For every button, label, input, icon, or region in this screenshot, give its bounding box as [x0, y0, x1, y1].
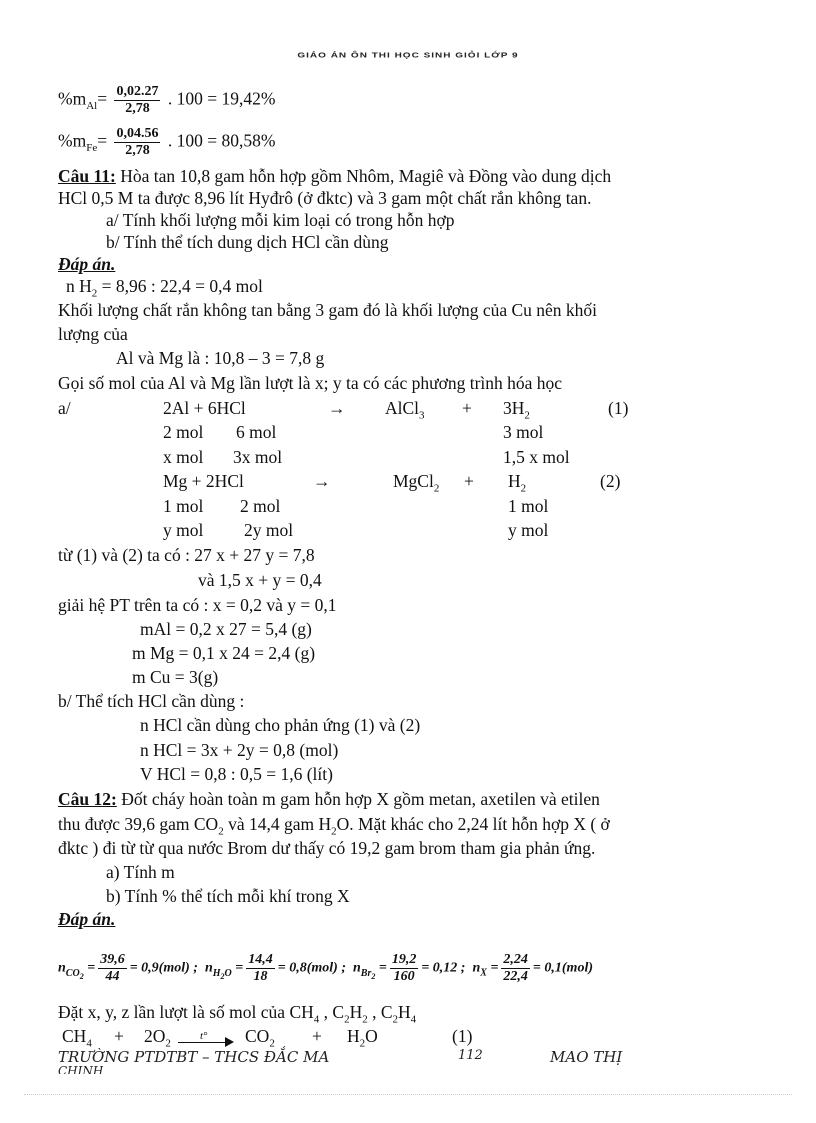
formula-percent-al: $\%m_{Al}=$ $\frac{0,02.27}{2,78}$ . 100 = 19,42% — [58, 84, 276, 116]
question-11-part-b: b/ Tính thể tích dung dịch HCl cần dùng — [106, 232, 389, 252]
footer-school: TRƯỜNG PTDTBT – THCS ĐẮC MA — [58, 1048, 330, 1066]
define-variables: Đặt x, y, z lần lượt là số mol của $CH_4$ , $C_2H_2$ , $C_2H_4$ — [58, 1002, 417, 1026]
page-header: GIÁO ÁN ÔN THI HỌC SINH GIỎI LỚP 9 — [297, 51, 519, 60]
mass-mg: m Mg = 0,1 x 24 = 2,4 (g) — [132, 643, 316, 663]
sol11-line-4: Al và Mg là : 10,8 – 3 = 7,8 g — [116, 348, 325, 368]
answer-label: Đáp án. — [58, 254, 116, 274]
page-footer — [58, 1048, 758, 1078]
answer-label-2: Đáp án. — [58, 909, 116, 929]
question-12-part-b: b) Tính % thể tích mỗi khí trong X — [106, 886, 350, 906]
page-divider — [24, 1094, 792, 1095]
question-12-line-3: đktc ) đi từ từ qua nước Brom dư thấy có 19,2 gam brom tham gia phản ứng. — [58, 838, 596, 858]
mass-cu: m Cu = 3(g) — [132, 667, 219, 687]
question-12-part-a: a) Tính m — [106, 862, 175, 882]
part-b-line-3: V HCl = 0,8 : 0,5 = 1,6 (lít) — [140, 764, 333, 784]
part-b-line-2: n HCl = 3x + 2y = 0,8 (mol) — [140, 740, 339, 760]
solve-line: giải hệ PT trên ta có : x = 0,2 và y = 0,1 — [58, 595, 337, 615]
fraction: $\frac{0,04.56}{2,78}$ — [116, 126, 159, 158]
system-eq-2: và 1,5 x + y = 0,4 — [198, 570, 322, 590]
sol11-line-2: Khối lượng chất rắn không tan bằng 3 gam đó là khối lượng của Cu nên khối — [58, 300, 598, 320]
question-11-part-a: a/ Tính khối lượng mỗi kim loại có trong hỗn hợp — [106, 210, 455, 230]
mass-al: mAl = 0,2 x 27 = 5,4 (g) — [140, 619, 312, 639]
question-12-line-2: thu được 39,6 gam $CO_2$ và 14,4 gam $H_2O$. Mặt khác cho 2,24 lít hỗn hợp X ( ở — [58, 814, 610, 838]
sol11-nh2: n $H_2 = 8,96$ : 22,4 = 0,4 mol — [66, 276, 263, 300]
footer-cut-text: CHINH — [58, 1064, 104, 1074]
question-12-line-1: Câu 12: Đốt cháy hoàn toàn m gam hỗn hợp X gồm metan, axetilen và etilen — [58, 789, 600, 809]
question-11-line-2: HCl 0,5 M ta được 8,96 lít Hyđrô (ở đktc) và 3 gam một chất rắn không tan. — [58, 188, 592, 208]
footer-author: MAO THỊ — [550, 1048, 623, 1066]
fraction: $\frac{0,02.27}{2,78}$ — [116, 84, 159, 116]
reaction-arrow-icon: t° — [178, 1036, 234, 1048]
question-11-line-1: Câu 11: Hòa tan 10,8 gam hỗn hợp gồm Nhôm, Magiê và Đồng vào dung dịch — [58, 166, 612, 186]
sol11-line-5: Gọi số mol của Al và Mg lần lượt là x; y ta có các phương trình hóa học — [58, 373, 563, 393]
mole-calculations: $n_{CO_2}$ = $\frac{39,6}{44}$ = 0,9(mol) ; $n_{H_2O}$ = $\frac{14,4}{18}$ = 0,8(mol) ; $n_{Br_2}$ = $\frac{19,2}{160}$ = 0,12 ; $n_X$ = $\frac{2,24}{22,4}$ = 0,1(mol) — [58, 952, 594, 984]
system-eq-1: từ (1) và (2) ta có : 27 x + 27 y = 7,8 — [58, 545, 315, 565]
formula-percent-fe: $\%m_{Fe}=$ $\frac{0,04.56}{2,78}$ . 100 = 80,58% — [58, 126, 276, 158]
sol11-line-3: lượng của — [58, 324, 128, 344]
document-page: GIÁO ÁN ÔN THI HỌC SINH GIỎI LỚP 9 $\%m_{Al}=$ $\frac{0,02.27}{2,78}$ . 100 = 19,42% $\%m_{Fe}=$ $\frac{0,04.56}{2,78}$ . 100 = 80,58% Câu 11: Hòa tan 10,8 gam hỗn hợp gồm Nhôm, Magiê và Đồng vào dung dịch HCl 0,5 M ta được 8,96 lít Hyđrô (ở đktc) và 3 gam một chất rắn không tan. a/ Tính khối lượng mỗi kim loại có trong hỗn hợp b/ Tính thể tích dung dịch HCl cần dùng Đáp án. n $H_2 = 8,96$ : 22,4 = 0,4 mol Khối lượng chất rắn không tan bằng 3 gam đó là khối lượng của Cu nên khối lượng của Al và Mg là : 10,8 – 3 = 7,8 g Gọi số mol của Al và Mg lần lượt là x; y ta có các phương trình hóa học a/ 2Al + 6HCl → AlCl$_3$ + $3H_2$ (1) 2 mol 6 mol 3 mol x mol 3x mol 1,5 x mol Mg + 2HCl → MgCl$_2$ + $H_2$ (2) 1 mol 2 mol 1 mol y mol 2y mol y mol từ (1) và (2) ta có : 27 x + 27 y = 7,8 và 1,5 x + y = 0,4 giải hệ PT trên ta có : x = 0,2 và y = 0,1 mAl = 0,2 x 27 = 5,4 (g) m Mg = 0,1 x 24 = 2,4 (g) m Cu = 3(g) b/ Thể tích HCl cần dùng : n HCl cần dùng cho phản ứng (1) và (2) n HCl = 3x + 2y = 0,8 (mol) V HCl = 0,8 : 0,5 = 1,6 (lít) Câu 12: Đốt cháy hoàn toàn m gam hỗn hợp X gồm metan, axetilen và etilen thu được 39,6 gam $CO_2$ và 14,4 gam $H_2O$. Mặt khác cho 2,24 lít hỗn hợp X ( ở đktc ) đi từ từ qua nước Brom dư thấy có 19,2 gam brom tham gia phản ứng. a) Tính m b) Tính % thể tích mỗi khí trong X Đáp án. $n_{CO_2}$ = $\frac{39,6}{44}$ = 0,9(mol) ; $n_{H_2O}$ = $\frac{14,4}{18}$ = 0,8(mol) ; $n_{Br_2}$ = $\frac{19,2}{160}$ = 0,12 ; $n_X$ = $\frac{2,24}{22,4}$ = 0,1(mol) Đặt x, y, z lần lượt là số mol của $CH_4$ , $C_2H_2$ , $C_2H_4$ $CH_4$ + $2O_2$ t° $CO_2$ + $H_2O$ (1) TRƯỜNG PTDTBT – THCS ĐẮC MA 112 MAO THỊ CHINH — [0, 0, 816, 1123]
part-b-line-1: n HCl cần dùng cho phản ứng (1) và (2) — [140, 715, 421, 735]
page-number: 112 — [458, 1048, 483, 1063]
part-b-title: b/ Thể tích HCl cần dùng : — [58, 691, 245, 711]
